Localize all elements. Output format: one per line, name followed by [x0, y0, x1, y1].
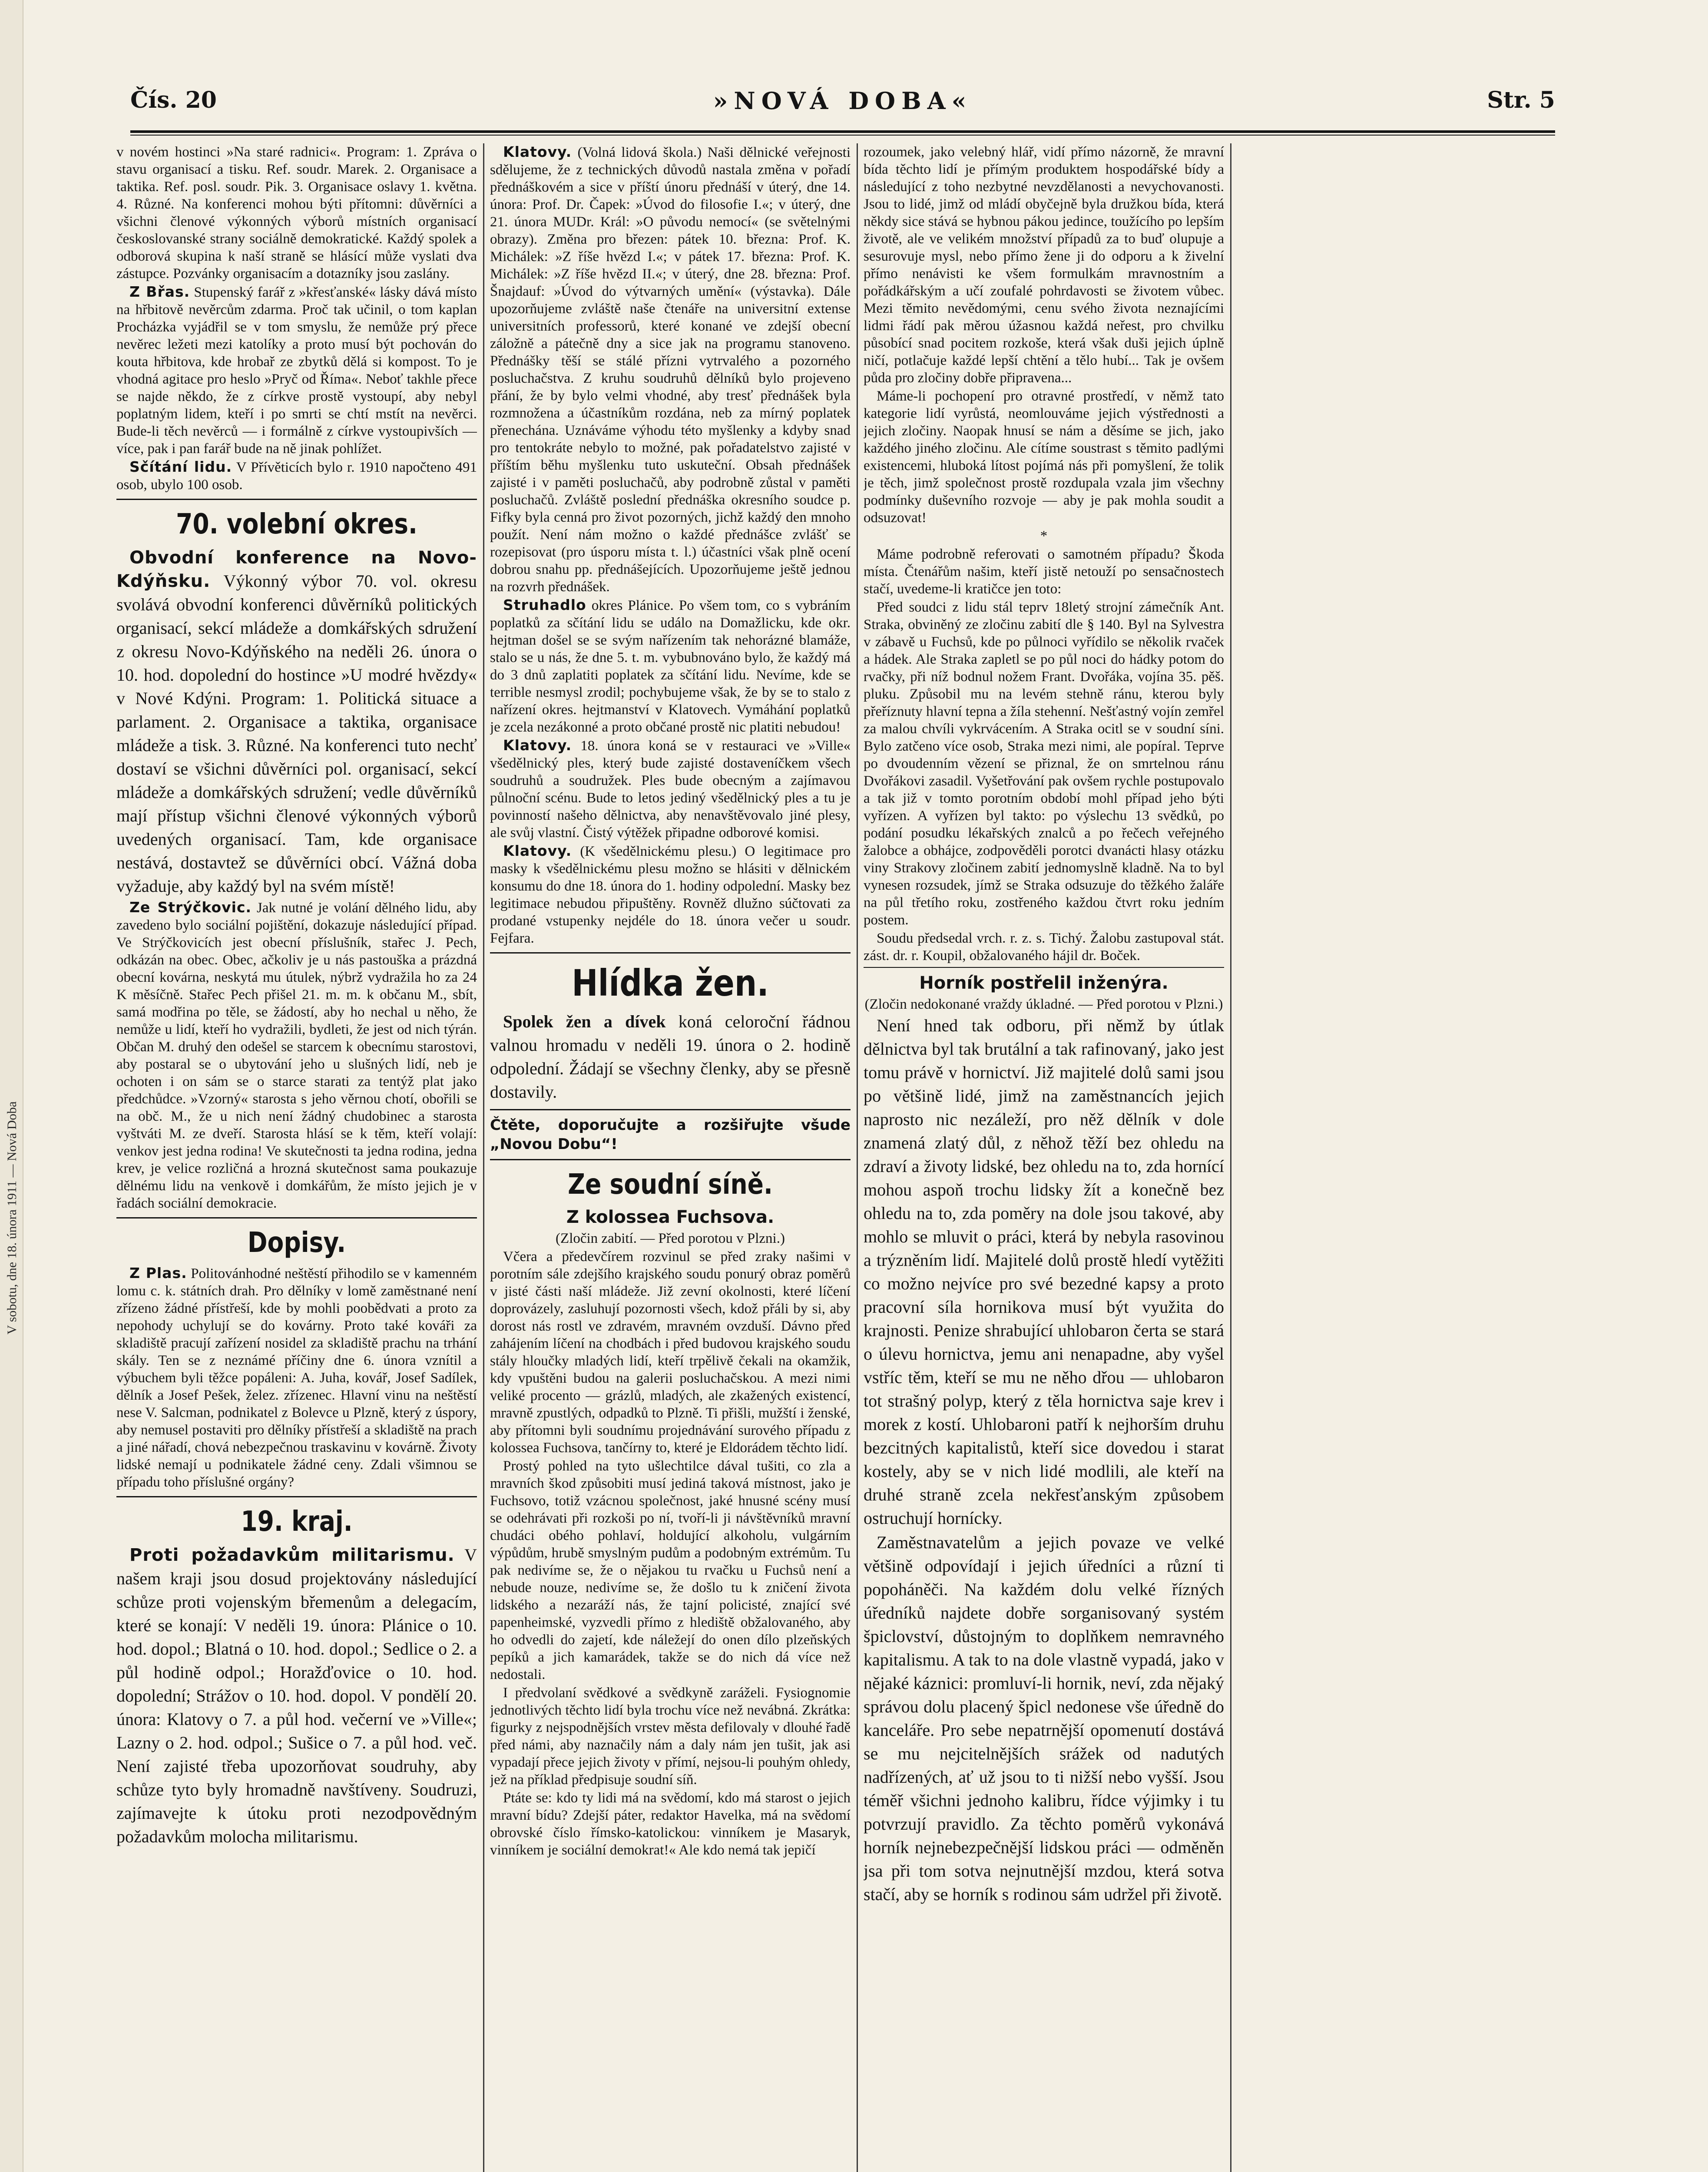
- section-heading: Hlídka žen.: [572, 962, 769, 1004]
- column-2: [490, 143, 851, 2172]
- column-4: [1237, 143, 1593, 2172]
- page-number: Str. 5: [1487, 87, 1555, 113]
- article-paragraph: [490, 143, 851, 596]
- article-text: Není hned tak odboru, při němž by útlak dělnictva byl tak brutální a tak rafinovaný, jako jest tomu právě v hornictví. Již majitelé dolů sami jsou po většině lidé, jimž na zaměstnancích jejich naprosto nic nezáleží, pro něž dělník v dole znamená zlatý důl, z něhož těží bez ohledu na zdraví a životy lidské, bez ohledu na to, zda hornící mohou aspoň trochu lidsky žít a konečně bez ohledu na to, zda poměry na dole jsou takové, aby mohlo se mluvit o práci, která by nebyla rasovinou a trýzněním lidí. Majitelé dolů prostě hledí vytěžiti co možno nejvíce pro své bezedné kapsy a proto pracovní síla hornikova musí být využita do krajnosti. Penize shrabující uhlobaron čerta se stará o úlevu hornictva, jemu ani nenapadne, aby vyšel vstříc těm, kteří se mu ne něho dřou — uhlobaron tot strašný polyp, který z těla hornictva saje krev i morek z kostí. Uhlobaroni patří k nejhorším druhu bezcitných kapitalistů, kteří sice dovedou i starat kostely, aby se v nich lidé modlili, ale kteří na druhé straně zcela nekřesťanským způsobem ostruchují hornícky.: [864, 1016, 1224, 1528]
- article-subtitle: (Zločin nedokonané vraždy úkladné. — Před porotou v Plzni.): [864, 997, 1223, 1012]
- article-text: Před soudci z lidu stál teprv 18letý strojní zámečník Ant. Straka, obviněný ze zločinu zabití dle § 140. Byl na Sylvestra v zábavě u Fuchsů, kde po půlnoci vyřídilo se několik rvaček a hádek. Ale Straka zapletl se po půl noci do hádky potom do rvačky, při níž bodnul nožem Frant. Dvořáka, vojína 35. pěš. pluku. Způsobil mu na levém stehně ránu, kterou byly přeříznuty hlavní tepna a žíla stehenní. Nešťastný vojín zemřel za malou chvíli vykrvácením. A Straka ocitl se v soudní síni. Bylo zatčeno více osob, Straka mezi nimi, ale popíral. Teprve po dvoudenním vězení se přiznal, že on smrtelnou ránu Dvořákovi zasadil. Vyšetřování pak ovšem rychle postupovalo a tak již v tomto porotním období mohl případ jeho býti vyřízen. A vyřízen byl takto: po výslechu 13 svědků, po podání posudku lékařských znalců a po řečech veřejného žalobce a obhájce, zodpověděli porotci dvanácti hlasy otázku viny Strakovy zločinem zabití jednomyslně kladně. Na to byl vynesen rozsudek, jímž se Straka odsuzuje do těžkého žaláře na půl třetího roku, zostřeného každou čtvrt roku jedním postem.: [864, 599, 1224, 928]
- section-heading: Ze soudní síně.: [568, 1169, 773, 1201]
- left-margin-strip: [0, 0, 23, 2172]
- article-heading: Obvodní konference na Novo-Kdýňsku.: [116, 548, 477, 591]
- article-text: Jak nutné je volání dělného lidu, aby zavedeno bylo sociální pojištění, dokazuje následující případ. Ve Strýčkovicích jest obecní příslušník, stařec J. Pech, odkázán na obec. Obec, ačkoliv je u nás pastouška a prázdná obecní kovárna, neskytá mu útulek, nýbrž vydražila ho za 24 K měsíčně. Stařec Pech přišel 21. m. m. k občanu M., sbít, samá modřina po těle, se žádostí, aby ho nechal u něho, že nemůže u lidí, kteří ho vydražili, bydleti, že jest od nich týrán. Občan M. druhý den odešel se starcem k obecnímu starostovi, aby postaral se o ubytování jeho u slušných lidí, neb je ochoten i on sám se o starce starati za tentýž plat jako předchůdce. »Vzorný« starosta s jeho věrnou chotí, obořili se na obč. M., že u nich není žádný chudobinec a starosta vyštváti M. ze dveří. Starosta hlásí se k těm, kteří volají: venkov jest jedna rodina! Ve skutečnosti ta jedna rodina, jedna krev, je velice rozličná a hrozná skutečnost sama poukazuje dělnému lidu na venkově i domkářům, že místo jejich je v řadách sociální demokracie.: [116, 900, 477, 1211]
- article-paragraph: [490, 1010, 851, 1104]
- article-text: V našem kraji jsou dosud projektovány následující schůze proti vojenským břemenům a delegacím, které se konají: V neděli 19. února: Plánice o 10. hod. dopol.; Blatná o 10. hod. dopol.; Sedlice o 2. a půl hodině odpol.; Horažďovice o 10. hod. dopolední; Strážov o 10. hod. dopol. V pondělí 20. února: Klatovy o 7. a půl hod. večerní ve »Ville«; Lazny o 2. hod. odpol.; Sušice o 7. a půl hod. več. Není zajisté třeba upozorňovat soudruhy, aby schůze tyto byly hromadně navštíveny. Soudruzi, zajímavejte k útoku proti nezodpovědným požadavkům molocha militarismu.: [116, 1545, 477, 1846]
- column-divider: [483, 143, 484, 2172]
- column-3: [864, 143, 1224, 2172]
- article-text: Politovánhodné neštěstí přihodilo se v kamenném lomu c. k. státních drah. Pro dělníky v lomě zaměstnané není zřízeno žádné přístřeší, kde by mohli poobědvati a proto za nepohody uchylují se do kovárny. Proto také kováři za skladiště pracují zařízení nosidel za skladiště prachu na trhání skály. Ten se z neznámé příčiny dne 6. února vznítil a výbuchem byli těžce popáleni: A. Juha, kovář, Josef Sadílek, dělník a Josef Pešek, želez. zřízenec. Hlavní vinu na neštěstí nese V. Salcman, podnikatel z Bolevce u Plzně, který z úspory, aby nemusel postaviti pro dělníky přístřeší a skladiště na prach a jiné nářadí, chová nebezpečnou traskavinu v kovárně. Životy lidské nemají u podnikatele žádné ceny. Zdali všimnou se případu toho příslušné orgány?: [116, 1266, 477, 1490]
- subsection-heading: Horník postřelil inženýra.: [919, 973, 1168, 993]
- call-to-action: Čtěte, doporučujte a rozšiřujte všude „Novou Dobu“!: [490, 1116, 851, 1153]
- section-rule: [490, 1159, 851, 1160]
- article-subtitle: (Zločin zabití. — Před porotou v Plzni.): [556, 1231, 785, 1246]
- article-text: Výkonný výbor 70. vol. okresu svolává obvodní konferenci důvěrníků politických organisací, sekcí mládeže a domkářských sdružení z okresu Novo-Kdýňského na neděli 26. února o 10. hod. dopolední do hostince »U modré hvězdy« v Nové Kdýni. Program: 1. Politická situace a parlament. 2. Organisace a taktika, organisace mládeže a tisk. 3. Různé. Na konferenci tuto nechť dostaví se všichni důvěrníci pol. organisací, sekcí mládeže a domkářských sdružení; vedle důvěrníků mají přístup všichni členové výkonných výborů uvedených organisací. Tam, kde organisace nestává, dostavtež se důvěrníci obcí. Vážná doba vyžaduje, aby každý byl na svém místě!: [116, 571, 477, 896]
- article-text: Včera a předevčírem rozvinul se před zraky našimi v porotním sále zdejšího krajského soudu ponurý obraz poměrů v jisté části naší mládeže. Již zevní okolnosti, které líčení doprovázely, zasluhují pozornosti všech, kdož přáli by si, aby dorost nás rostl ve zdravém, mravném ovzduší. Dávno před zahájením líčení na chodbách i před budovou krajského soudu stály hloučky mladých lidí, kteří trpělivě čekali na okamžik, kdy vpuštěni budou na galerii posluchačskou. A mezi nimi veliké procento — grázlů, mladých, ale zkažených existencí, mravně zpustlých, odpadků to Plzně. Ti přišli, mužští i ženské, aby přítomni byli soudnímu projednávání surového případu z kolossea Fuchsova, tančírny to, které je Eldorádem těchto lidí.: [490, 1249, 851, 1456]
- side-strip-text: V sobotu, dne 18. února 1911 — Nová Doba: [5, 1101, 19, 1335]
- article-text: v novém hostinci »Na staré radnici«. Program: 1. Zpráva o stavu organisací a tisku. Ref. soudr. Marek. 2. Organisace a taktika. Ref. posl. soudr. Pik. 3. Organisace oslavy 1. května. 4. Různé. Na konferenci mohou býti přítomni: důvěrníci a všichni členové výkonných výborů místních organisací českoslovanské strany sociálně demokratické. Každý spolek a odborová skupina k naší straně se hlásící může vyslati dva zástupce. Pozvánky organisacím a dotazníky jsou zaslány.: [116, 144, 477, 281]
- separator-star: *: [1040, 528, 1048, 544]
- subsection-heading: Z kolossea Fuchsova.: [566, 1207, 775, 1227]
- article-heading: Klatovy.: [503, 737, 572, 754]
- issue-number: Čís. 20: [130, 87, 217, 113]
- section-rule: [864, 967, 1224, 968]
- article-paragraph: [116, 546, 477, 898]
- article-text: koná celoroční řádnou valnou hromadu v neděli 19. února o 2. hodině odpolední. Žádají se všechny členky, aby se přesně dostavily.: [490, 1012, 851, 1102]
- article-text: (Volná lidová škola.) Naši dělnické veřejnosti sdělujeme, že z technických důvodů nastala změna v pořadí přednáškovém a sice v příští únoru přednáší v úterý, dne 14. února: Prof. Dr. Čapek: »Úvod do filosofie I.«; v úterý, dne 21. února MUDr. Král: »O původu nemocí« (se světelnými obrazy). Změna pro březen: pátek 10. března: Prof. K. Michálek: »Z říše hvězd I.«; v pátek 17. března: Prof. K. Michálek: »Z říše hvězd II.«; v úterý, dne 28. března: Prof. Šnajdauf: »Úvod do výtvarných umění« (výstavka). Dále upozorňujeme zvláště naše čtenáře na universitní extense universitních professorů, které konané ve zdejší obecní záložně a pátečně dny a sice jak na programu stanoveno. Přednášky těší se stálé přízni vytrvalého a pozorného posluchačstva. Z kruhu soudruhů dělníků bylo projeveno přání, že by bylo velmi vhodné, aby tresť přednášek byla rozmnožena a účastníkům rozdána, neb za mírný poplatek přenechána. Uznáváme výhodu této myšlenky a kdyby snad pro tentokráte nebylo to možné, pak pořadatelstvo zajisté v příštím běhu myšlenku tuto uskuteční. Obsah přednášek zajisté i v paměti posluchačů, aby podrobně zůstal v paměti posluchačů. Zvláště poslední přednáška okresního soudce p. Fifky byla cenná pro život pozorných, jichž každý den mnoho použít. Není nám možno o každé přednášce zvlášť se rozepisovat (pro úsporu místa t. l.) účastníci však plně ocení dobrou snahu pp. přednášejících. Upozorňujeme ještě jednou na rozvrh přednášek.: [490, 145, 851, 595]
- article-paragraph: [116, 283, 477, 457]
- article-text: 18. února koná se v restauraci ve »Ville« všedělnický ples, který bude zajisté dostaveníčkem všech soudruhů a soudružek. Ples bude obecným a zajímavou půlnoční scénu. Bude to letos jediný všedělnický ples a tu je povinností našeho dělnictva, aby nenavštěvovalo jiné plesy, ale svůj vlastní. Čistý výtěžek připadne odborové komisi.: [490, 738, 851, 841]
- article-paragraph: [116, 458, 477, 493]
- article-heading: Struhadlo: [503, 596, 586, 613]
- section-rule: [116, 499, 477, 500]
- header-rule: [130, 130, 1555, 133]
- article-text: Stupenský farář z »křesťanské« lásky dává místo na hřbitově nevěrcům zdarma. Proč tak učinil, o tom kaplan Procházka vyjádřil se v tom smyslu, že nemůže prý přece nevěrec ležeti mezi katolíky a proto musí být pochován do kouta hřbitova, kde hrobař ze zbytků dělá si kompost. To je vhodná agitace pro heslo »Pryč od Říma«. Neboť takhle přece se najde někdo, že z církve prostě vystoupí, aby nebyl poplatným lidem, kteří i po smrti se chtí mstít na nevěrci. Bude-li těch nevěrců — i formálně z církve vystoupivších — více, pak i pan farář bude na ně jinak pohlížet.: [116, 285, 477, 457]
- article-heading: Z Břas.: [129, 283, 190, 300]
- article-text: okres Plánice. Po všem tom, co s vybráním poplatků za sčítání lidu se událo na Domažlicku, kde okr. hejtman došel se se svým nařízením tak nehorázné blamáže, stalo se u nás, že dne 5. t. m. vybubnováno bylo, že každý má do 3 dnů zaplatiti poplatek za sčítání lidu. Nevíme, kde se terrible nesmysl zrodil; pochybujeme však, že by se to stalo z nařízení okres. hejtmanství v Klatovech. Vymáhání poplatků je zcela nezákonné a proto občané prostě nic platiti nebudou!: [490, 598, 851, 735]
- article-text: V Přívěticích bylo r. 1910 napočteno 491 osob, ubylo 100 osob.: [116, 460, 477, 493]
- section-rule: [116, 1496, 477, 1497]
- article-text: Prostý pohled na tyto ušlechtilce dával tušiti, co zla a mravních škod způsobiti musí jediná taková místnost, jako je Fuchsovo, totiž vzácnou společnost, jaké hnusné scény musí se odehrávati při rozkoši po ní, tvoří-li ji návštěvníků mravní chudáci obého pohlaví, holdující alkoholu, vulgárním výpůdům, hrubě smyslným pudům a podobným extrémům. Tu pak nedivíme se, že o nějakou tu rvačku u Fuchsů není a nebude nouze, nedivíme se, že došlo tu k zničení života lidského a nezaráží nás, že tajní policisté, znající své papenheimské, vyzvedli přímo z hlediště obžalovaného, aby ho odvedli do zajetí, kde náležejí do onen dílo plzeňských pepíků a jich kamarádek, takže se do nich dá více než nedostali.: [490, 1458, 851, 1682]
- section-rule: [490, 952, 851, 954]
- section-heading: 19. kraj.: [241, 1506, 353, 1538]
- article-text: Máme-li pochopení pro otravné prostředí, v němž tato kategorie lidí vyrůstá, neomlouváme jejich výstřednosti a jejich zločiny. Naopak hnusí se nám a děsíme se jich, jako každého jiného zločinu. Ale cítíme soustrast s těmito padlými existencemi, hluboká lítost pojímá nás při pomyšlení, že tolik je těch, jimž společnost prostě rozdupala vzala jim všechny podmínky duševního rozvoje — aby je pak mohla soudit a odsuzovat!: [864, 388, 1224, 526]
- section-rule: [490, 1109, 851, 1110]
- section-heading: Dopisy.: [247, 1227, 346, 1259]
- article-text: Soudu předsedal vrch. r. z. s. Tichý. Žalobu zastupoval stát. zást. dr. r. Koupil, obžalovaného hájil dr. Boček.: [864, 930, 1224, 963]
- column-divider: [857, 143, 858, 2172]
- article-paragraph: [116, 1265, 477, 1491]
- article-text: I předvolaní svědkové a svědkyně zaráželi. Fysiognomie jednotlivých těchto lidí byla trochu více než nevábná. Zkrátka: figurky z nejspodnějších vrstev města defilovaly v dlouhé řadě před námi, aby naznačily nám a daly nám jen tušit, jak asi vypadají přece jejich životy v přímí, nejsou-li pouhým ohledy, jež na příklad předpisuje soudní síň.: [490, 1685, 851, 1788]
- article-heading: Klatovy.: [503, 842, 572, 859]
- article-paragraph: [116, 899, 477, 1212]
- article-paragraph: [490, 596, 851, 736]
- article-text: Zaměstnavatelům a jejich povaze ve velké většině odpovídají i jejich úředníci a různí ti popoháněči. Na každém dolu velké řízných úředníků najdete dobře sorganisovaný systém špiclovství, důstojným to doplňkem nemravného kapitalismu. A tak to na dole vlastně vypadá, jako v nějaké káznici: promluví-li hornik, neví, zda nějaký správou dolu placený špicl nedonese vše úředně do kanceláře. Pro sebe nepatrnější opomenutí dostává se mu nejcitelnějších srážek od nadutých nadřízených, ať už jsou to ti nižší nebo vyšší. Jsou téměř všichni jednoho kalibru, řídce výjimky i tu potvrzují pravidlo. Za těchto poměrů vykonává horník nejnebezpečnější lidskou práci — odměněn jsa při tom sotva nejnutnější mzdou, která sotva stačí, aby se horník s rodinou sám udržel při životě.: [864, 1533, 1224, 1904]
- article-text: rozoumek, jako velebný hlář, vidí přímo názorně, že mravní bída těchto lidí je přímým produktem hospodářské bídy a následující z toho nezbytné nevzdělanosti a nevychovanosti. Jsou to lidé, jimž od mládí obyčejně byla družkou bída, která někdy sice stává se hybnou pákou jedince, toužícího po lepším životě, ale ve velikém množství případů za to buď olupuje a sesurovuje mysl, nebo přímo žene ji do odporu a k živelní přímo nenávisti ke všem formulkám mravnostním a pořádkářským a učí zoufalé pohrdavosti se životem vůbec. Mezi těmito nevědomými, cenu svého života neznajícími lidmi řádí pak měrou úžasnou každá neřest, pro chvilku působící snad pocitem rozkoše, která však duši jejich úplně ničí, potlačuje každé lepší chtění a tělo hubí... Tak je ovšem půda pro zločiny dobře připravena...: [864, 144, 1224, 386]
- article-text: Ptáte se: kdo ty lidi má na svědomí, kdo má starost o jejich mravní bídu? Zdejší páter, redaktor Havelka, má na svědomí obrovské číslo římsko-katolickou: vinníkem je Masaryk, vinníkem je sociální demokrat!« Ale kdo nemá tak jepičí: [490, 1790, 851, 1858]
- column-1: [116, 143, 477, 2172]
- article-heading: Z Plas.: [129, 1265, 187, 1281]
- article-heading: Sčítání lidu.: [129, 458, 232, 475]
- article-paragraph: [490, 737, 851, 841]
- article-paragraph: [116, 1543, 477, 1848]
- page-header: [130, 87, 1555, 126]
- article-heading: Ze Strýčkovic.: [129, 899, 252, 916]
- section-heading: 70. volební okres.: [176, 508, 417, 540]
- newspaper-title: »NOVÁ DOBA«: [713, 87, 973, 115]
- article-text: (K všedělnickému plesu.) O legitimace pro masky k všedělnickému plesu možno se hlásiti v dělnickém konsumu do dne 18. února do 1. hodiny odpolední. Masky bez legitimace nebudou připuštěny. Rovněž dlužno súčtovati za prodané vstupenky nejdéle do 18. února večer u soudr. Fejfara.: [490, 844, 851, 946]
- column-divider: [1230, 143, 1231, 2172]
- header-rule-thin: [130, 135, 1555, 136]
- article-text: Máme podrobně referovati o samotném případu? Škoda místa. Čtenářům našim, kteří jistě netouží po sensačnostech stačí, uvedeme-li kratičce jen toto:: [864, 546, 1224, 597]
- article-paragraph: [490, 842, 851, 947]
- section-rule: [116, 1217, 477, 1218]
- article-heading: Spolek žen a dívek: [503, 1012, 666, 1031]
- article-heading: Klatovy.: [503, 143, 572, 160]
- article-heading: Proti požadavkům militarismu.: [129, 1545, 455, 1565]
